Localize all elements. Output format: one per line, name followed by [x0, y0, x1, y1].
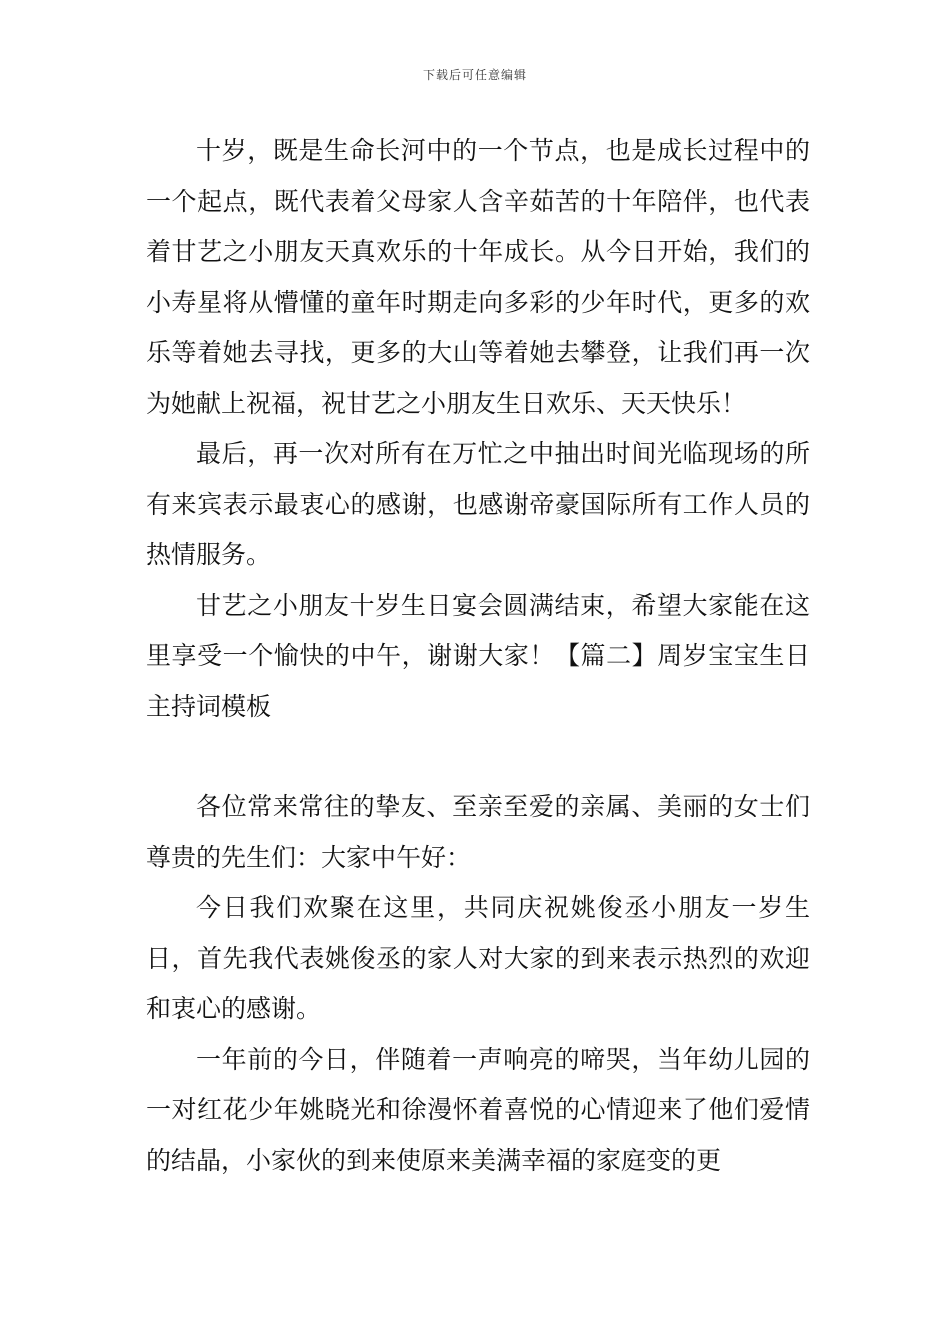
page-header: 下载后可任意编辑: [422, 68, 527, 82]
paragraph-closing-and-section-two: 甘艺之小朋友十岁生日宴会圆满结束，希望大家能在这里享受一个愉快的中午，谢谢大家！【篇二】周岁宝宝生日主持词模板: [146, 590, 810, 721]
paragraph-one-year-ago: 一年前的今日，伴随着一声响亮的啼哭，当年幼儿园的一对红花少年姚晓光和徐漫怀着喜悦的心情迎来了他们爱情的结晶，小家伙的到来使原来美满幸福的家庭变的更: [146, 1044, 810, 1175]
paragraph-first-birthday-welcome: 今日我们欢聚在这里，共同庆祝姚俊丞小朋友一岁生日，首先我代表姚俊丞的家人对大家的到来表示热烈的欢迎和衷心的感谢。: [146, 893, 810, 1023]
paragraph-thanks-guests: 最后，再一次对所有在万忙之中抽出时间光临现场的所有来宾表示最衷心的感谢，也感谢帝豪国际所有工作人员的热情服务。: [146, 439, 810, 569]
document-body: [146, 126, 810, 1186]
blank-line: [146, 732, 810, 782]
paragraph-tenth-birthday: 十岁，既是生命长河中的一个节点，也是成长过程中的一个起点，既代表着父母家人含辛茹苦的十年陪伴，也代表着甘艺之小朋友天真欢乐的十年成长。从今日开始，我们的小寿星将从懵懂的童年时期走向多彩的少年时代，更多的欢乐等着她去寻找，更多的大山等着她去攀登，让我们再一次为她献上祝福，祝甘艺之小朋友生日欢乐、天天快乐！: [146, 136, 810, 418]
paragraph-greeting: 各位常来常往的挚友、至亲至爱的亲属、美丽的女士们尊贵的先生们：大家中午好：: [146, 792, 810, 872]
